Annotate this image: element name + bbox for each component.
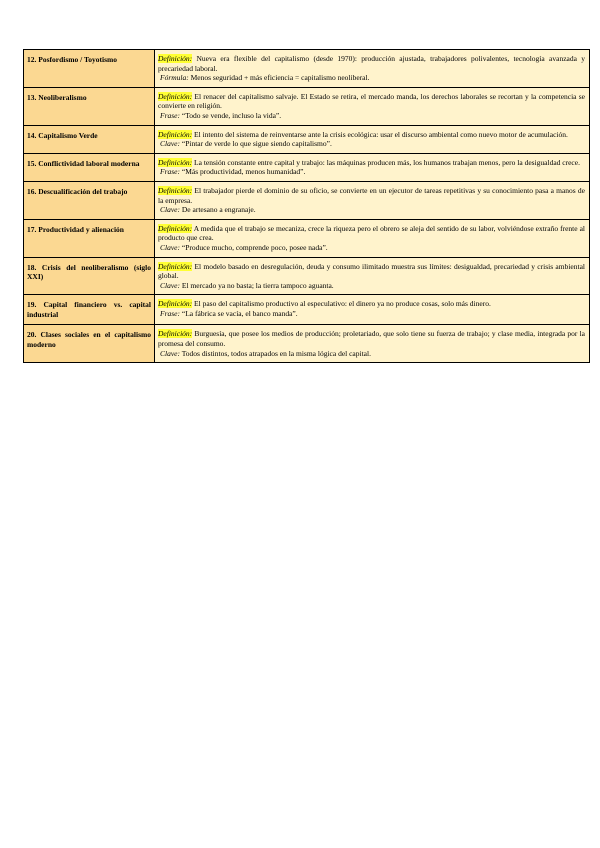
note-label: Frase: <box>160 308 180 318</box>
concept-term: 19. Capital financiero vs. capital industrial <box>24 295 155 325</box>
definition-line <box>158 224 585 243</box>
concept-description <box>155 87 590 125</box>
table-row <box>24 219 590 257</box>
concept-term: 13. Neoliberalismo <box>24 87 155 125</box>
concept-term: 14. Capitalismo Verde <box>24 125 155 153</box>
table-row <box>24 325 590 363</box>
definition-line <box>158 158 585 168</box>
definition-label: Definición: <box>158 157 193 167</box>
concept-description <box>155 219 590 257</box>
definition-line <box>158 92 585 111</box>
definition-label: Definición: <box>158 261 193 271</box>
note-text: De artesano a engranaje. <box>180 205 256 215</box>
table-row <box>24 153 590 181</box>
concept-term: 18. Crisis del neoliberalismo (siglo XXI) <box>24 257 155 295</box>
concept-description <box>155 153 590 181</box>
note-line <box>158 139 585 149</box>
note-text: “Produce mucho, comprende poco, posee nada”. <box>180 242 328 252</box>
note-label: Fórmula: <box>160 73 189 83</box>
note-text: “Más productividad, menos humanidad”. <box>180 167 306 177</box>
definition-text: El intento del sistema de reinventarse ante la crisis ecológica: usar el discurso ambiental como nuevo motor de acumulación. <box>192 129 568 139</box>
note-line <box>158 281 585 291</box>
note-label: Clave: <box>160 242 180 252</box>
concept-description <box>155 295 590 325</box>
table-row <box>24 181 590 219</box>
table-row <box>24 87 590 125</box>
note-text: El mercado ya no basta; la tierra tampoco aguanta. <box>180 280 334 290</box>
note-label: Clave: <box>160 348 180 358</box>
note-label: Frase: <box>160 110 180 120</box>
table-row <box>24 50 590 88</box>
definition-text: La tensión constante entre capital y trabajo: las máquinas producen más, los humanos trabajan menos, pero la desigualdad crece. <box>192 157 580 167</box>
note-line <box>158 73 585 83</box>
note-line <box>158 309 585 319</box>
note-text: Todos distintos, todos atrapados en la misma lógica del capital. <box>180 348 371 358</box>
table-row <box>24 125 590 153</box>
concept-term: 20. Clases sociales en el capitalismo moderno <box>24 325 155 363</box>
note-line <box>158 111 585 121</box>
concept-description <box>155 125 590 153</box>
note-label: Frase: <box>160 167 180 177</box>
note-text: “La fábrica se vacía, el banco manda”. <box>180 308 298 318</box>
note-line <box>158 205 585 215</box>
definition-text: El renacer del capitalismo salvaje. El Estado se retira, el mercado manda, los derechos laborales se recortan y la competencia se convierte en religión. <box>158 91 585 111</box>
definition-text: El trabajador pierde el dominio de su oficio, se convierte en un ejecutor de tareas repetitivas y su conocimiento pasa a manos de la empresa. <box>158 185 585 205</box>
definition-label: Definición: <box>158 129 193 139</box>
definition-line <box>158 130 585 140</box>
concept-description <box>155 257 590 295</box>
definition-line <box>158 329 585 348</box>
definition-line <box>158 54 585 73</box>
concepts-table <box>23 49 590 363</box>
definition-text: A medida que el trabajo se mecaniza, crece la riqueza pero el obrero se aleja del sentido de su labor, volviéndose extraño frente al producto que crea. <box>158 223 585 243</box>
table-row <box>24 257 590 295</box>
concept-description <box>155 50 590 88</box>
note-line <box>158 167 585 177</box>
note-label: Clave: <box>160 280 180 290</box>
concept-term: 12. Posfordismo / Toyotismo <box>24 50 155 88</box>
concept-term: 16. Descualificación del trabajo <box>24 181 155 219</box>
definition-line <box>158 299 585 309</box>
definition-text: Nueva era flexible del capitalismo (desde 1970): producción ajustada, trabajadores polivalentes, tecnología avanzada y precariedad laboral. <box>158 54 585 73</box>
definition-label: Definición: <box>158 223 193 233</box>
concept-description <box>155 325 590 363</box>
definition-line <box>158 262 585 281</box>
concepts-table-body <box>24 50 590 363</box>
definition-label: Definición: <box>158 54 193 63</box>
note-text: “Todo se vende, incluso la vida”. <box>180 110 282 120</box>
note-line <box>158 349 585 359</box>
definition-text: Burguesía, que posee los medios de producción; proletariado, que solo tiene su fuerza de trabajo; y clase media, integrada por la promesa del consumo. <box>158 329 585 349</box>
note-text: Menos seguridad + más eficiencia = capitalismo neoliberal. <box>188 73 370 83</box>
note-line <box>158 243 585 253</box>
definition-line <box>158 186 585 205</box>
note-label: Clave: <box>160 205 180 215</box>
definition-label: Definición: <box>158 185 193 195</box>
definition-text: El modelo basado en desregulación, deuda y consumo ilimitado muestra sus límites: desigualdad, precariedad y crisis ambiental global. <box>158 261 585 281</box>
note-text: “Pintar de verde lo que sigue siendo capitalismo”. <box>180 139 332 149</box>
concept-term: 15. Conflictividad laboral moderna <box>24 153 155 181</box>
definition-label: Definición: <box>158 299 193 309</box>
table-row <box>24 295 590 325</box>
definition-label: Definición: <box>158 329 193 339</box>
concept-description <box>155 181 590 219</box>
note-label: Clave: <box>160 139 180 149</box>
definition-label: Definición: <box>158 91 193 101</box>
definition-text: El paso del capitalismo productivo al especulativo: el dinero ya no produce cosas, solo más dinero. <box>192 299 491 309</box>
concept-term: 17. Productividad y alienación <box>24 219 155 257</box>
